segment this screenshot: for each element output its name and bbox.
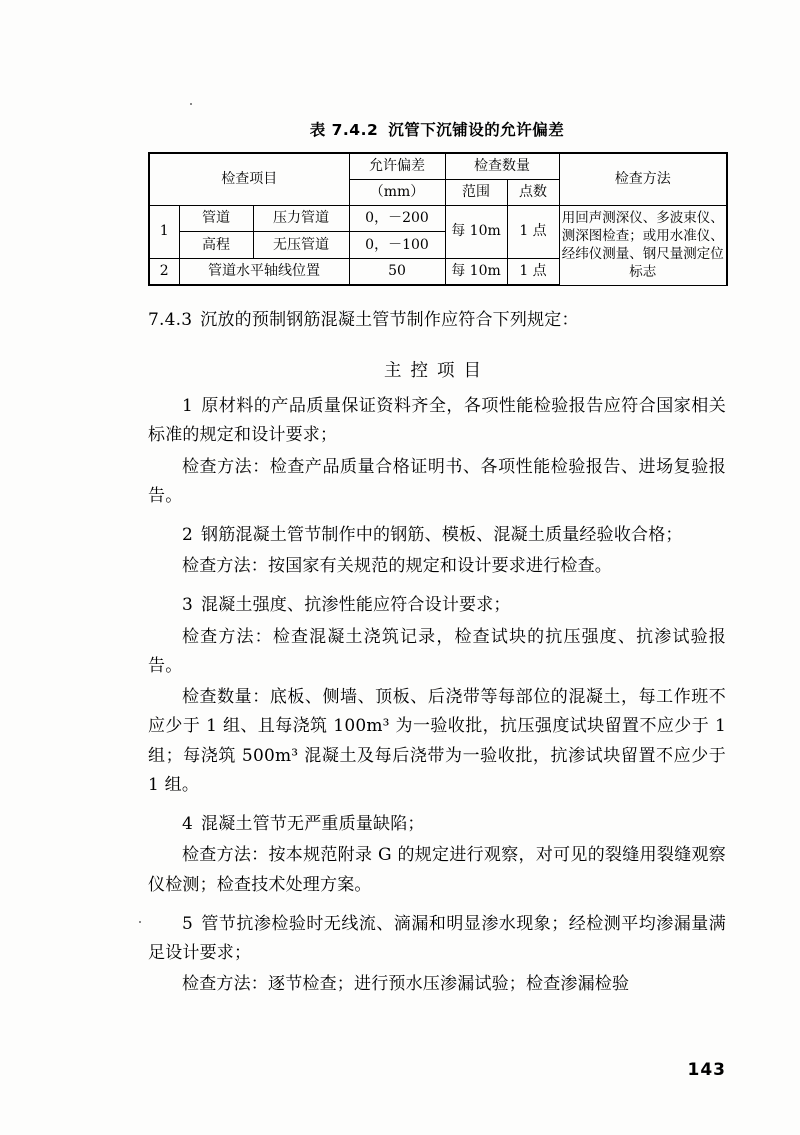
page-number: 143 <box>687 1060 726 1080</box>
header-points: 点数 <box>507 179 559 205</box>
item-number: 5 <box>182 913 194 934</box>
item-text: 混凝土管节无严重质量缺陷； <box>201 814 425 835</box>
item-number: 2 <box>182 524 194 545</box>
list-item <box>148 591 726 620</box>
row-points: 1 点 <box>507 258 559 285</box>
row-number: 2 <box>149 258 179 285</box>
row-subitem-1: 压力管道 <box>253 205 349 231</box>
table-caption-number: 表 7.4.2 <box>309 121 379 139</box>
scan-speck <box>190 103 192 105</box>
item-number: 4 <box>182 814 194 835</box>
item-text: 钢筋混凝土管节制作中的钢筋、模板、混凝土质量经验收合格； <box>201 524 683 545</box>
table-header-row-1 <box>149 153 727 179</box>
item-number: 1 <box>182 396 194 417</box>
inspection-method-text: 检查方法：按本规范附录 G 的规定进行观察，对可见的裂缝用裂缝观察仪检测；检查技术处理方案。 <box>148 845 726 895</box>
table-caption-title: 沉管下沉铺设的允许偏差 <box>388 121 565 139</box>
item-number: 3 <box>182 595 194 616</box>
row-range: 每 10m <box>445 205 507 258</box>
row-range: 每 10m <box>445 258 507 285</box>
list-item-sub <box>148 552 726 581</box>
inspection-method-text: 检查方法：检查混凝土浇筑记录，检查试块的抗压强度、抗渗试验报告。 <box>148 626 726 676</box>
inspection-method-text: 检查方法：按国家有关规范的规定和设计要求进行检查。 <box>182 556 612 577</box>
row-subitem-2: 无压管道 <box>253 232 349 258</box>
list-item <box>148 810 726 839</box>
inspection-quantity-label: 检查数量： <box>182 687 270 708</box>
header-quantity: 检查数量 <box>445 153 559 179</box>
inspection-quantity-text <box>148 687 726 795</box>
row-item-main-2: 高程 <box>179 232 253 258</box>
header-item: 检查项目 <box>149 153 349 205</box>
table-caption <box>148 118 726 140</box>
list-item <box>148 392 726 450</box>
inspection-method-text: 检查方法：检查产品质量合格证明书、各项性能检验报告、进场复验报告。 <box>148 456 726 506</box>
page-content <box>148 118 726 1000</box>
clause-number: 7.4.3 <box>148 310 193 331</box>
clause-text: 沉放的预制钢筋混凝土管节制作应符合下列规定： <box>200 310 579 331</box>
list-item-sub <box>148 841 726 899</box>
header-tolerance: 允许偏差 <box>349 153 445 179</box>
section-title: 主控项目 <box>384 361 490 382</box>
inspection-method-text: 检查方法：逐节检查；进行预水压渗漏试验；检查渗漏检验 <box>182 974 630 995</box>
header-tolerance-unit: （mm） <box>349 179 445 205</box>
row-item: 管道水平轴线位置 <box>179 258 349 285</box>
row-method: 用回声测深仪、多波束仪、测深图检查；或用水准仪、经纬仪测量、钢尺量测定位标志 <box>559 205 727 285</box>
scan-speck <box>139 921 141 923</box>
list-item-sub <box>148 453 726 511</box>
header-range: 范围 <box>445 179 507 205</box>
list-item-quantity <box>148 683 726 800</box>
list-item <box>148 910 726 968</box>
row-number: 1 <box>149 205 179 258</box>
list-item-sub <box>148 623 726 681</box>
list-item <box>148 521 726 550</box>
clause-heading <box>148 306 726 335</box>
row-value: 50 <box>349 258 445 285</box>
inspection-quantity-body: 底板、侧墙、顶板、后浇带等每部位的混凝土，每工作班不应少于 1 组、且每浇筑 100m³ 为一验收批，抗压强度试块留置不应少于 1 组；每浇筑 500m³ 混凝土及每后浇带为一验收批，抗渗试块留置不应少于 1 组。 <box>148 687 727 795</box>
row-value-1: 0，－200 <box>349 205 445 231</box>
item-text: 混凝土强度、抗渗性能应符合设计要求； <box>201 595 511 616</box>
tolerance-table <box>148 152 728 286</box>
table-row <box>149 205 727 231</box>
item-text: 管节抗渗检验时无线流、滴漏和明显渗水现象；经检测平均渗漏量满足设计要求； <box>148 913 726 964</box>
row-item-main: 管道 <box>179 205 253 231</box>
list-item-sub <box>148 970 726 999</box>
row-value-2: 0，－100 <box>349 232 445 258</box>
row-points: 1 点 <box>507 205 559 258</box>
item-text: 原材料的产品质量保证资料齐全，各项性能检验报告应符合国家相关标准的规定和设计要求； <box>148 396 726 446</box>
header-method: 检查方法 <box>559 153 727 205</box>
